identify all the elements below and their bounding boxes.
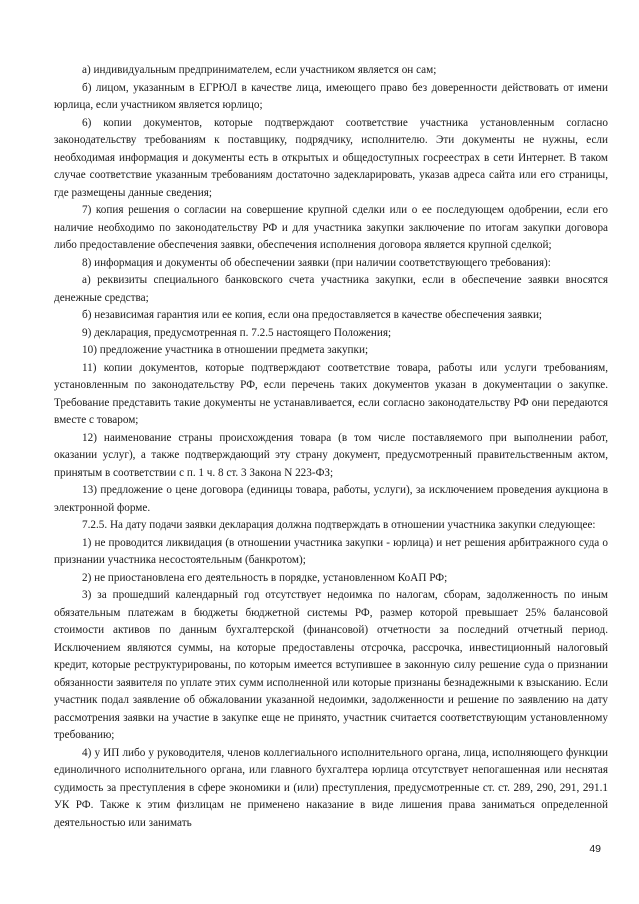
paragraph-7-major-deal: 7) копия решения о согласии на совершение крупной сделки или о ее последующем одобрении, если его наличие необходимо по законодательству РФ и для участника закупки заключение по итогам закупки договора либо предоставление обеспечения заявки, обеспечения исполнения договора является крупной сделкой;	[54, 204, 608, 251]
paragraph-a-entrepreneur: а) индивидуальным предпринимателем, если участником является он сам;	[82, 64, 437, 76]
paragraph-11-conformity-docs: 11) копии документов, которые подтверждают соответствие товара, работы или услуги требованиям, установленным по законодательству РФ, если перечень таких документов указан в документации о закупке. Требование представить такие документы не устанавливается, если согласно законодательству РФ они передаются вместе с товаром;	[54, 361, 608, 426]
paragraph-6-document-copies: 6) копии документов, которые подтверждают соответствие участника установленным согласно законодательству требованиям к поставщику, подрядчику, исполнителю. Эти документы не нужны, если необходимая информация и документы есть в открытых и общедоступных госреестрах в сети Интернет. В таком случае соответствие указанным требованиям достаточно задекларировать, указав адреса сайта или его страницы, где размещены данные сведения;	[54, 116, 608, 199]
paragraph-4-no-criminal-record: 4) у ИП либо у руководителя, членов коллегиального исполнительного органа, лица, исполняющего функции единоличного исполнительного органа, или главного бухгалтера юрлица отсутствует непогашенная или неснятая судимость за преступления в сфере экономики и (или) преступления, предусмотренные ст. ст. 289, 290, 291, 291.1 УК РФ. Также к этим физлицам не применено наказание в виде лишения права заниматься определенной деятельностью или занимать	[54, 746, 608, 829]
paragraph-10-offer: 10) предложение участника в отношении предмета закупки;	[82, 344, 369, 356]
paragraph-b-egrul-person: б) лицом, указанным в ЕГРЮЛ в качестве лица, имеющего право без доверенности действовать от имени юрлица, если участником является юрлицо;	[54, 81, 608, 111]
paragraph-3-no-arrears: 3) за прошедший календарный год отсутствует недоимка по налогам, сборам, задолженность по иным обязательным платежам в бюджеты бюджетной системы РФ, размер которой превышает 25% балансовой стоимости активов по данным бухгалтерской (финансовой) отчетности за последний отчетный период. Исключением являются суммы, на которые предоставлены отсрочка, рассрочка, инвестиционный налоговый кредит, которые реструктурированы, по которым имеется вступившее в законную силу решение суда о признании обязанности заявителя по уплате этих сумм исполненной или которые признаны безнадежными к взысканию. Если участник подал заявление об обжаловании указанной недоимки, задолженности и решение по заявлению на дату рассмотрения заявки на участие в закупке еще не принято, участник считается соответствующим установленному требованию;	[54, 589, 608, 741]
paragraph-9-declaration: 9) декларация, предусмотренная п. 7.2.5 настоящего Положения;	[82, 326, 392, 339]
paragraph-2-not-suspended: 2) не приостановлена его деятельность в порядке, установленном КоАП РФ;	[82, 571, 448, 584]
document-body	[54, 62, 608, 832]
paragraph-b-guarantee: б) независимая гарантия или ее копия, если она предоставляется в качестве обеспечения заявки;	[82, 309, 543, 321]
paragraph-7-2-5-declaration: 7.2.5. На дату подачи заявки декларация должна подтверждать в отношении участника закупки следующее:	[82, 519, 596, 531]
page-number: 49	[589, 843, 601, 855]
paragraph-a-bank-account: а) реквизиты специального банковского счета участника закупки, если в обеспечение заявки вносятся денежные средства;	[54, 274, 608, 304]
paragraph-12-country-of-origin: 12) наименование страны происхождения товара (в том числе поставляемого при выполнении работ, оказании услуг), а также подтверждающий эту страну документ, предусмотренный правительственным актом, принятым в соответствии с п. 1 ч. 8 ст. 3 Закона N 223-ФЗ;	[54, 431, 608, 479]
paragraph-13-price-offer: 13) предложение о цене договора (единицы товара, работы, услуги), за исключением проведения аукциона в электронной форме.	[54, 484, 608, 514]
paragraph-8-bid-security: 8) информация и документы об обеспечении заявки (при наличии соответствующего требования):	[82, 256, 551, 269]
paragraph-1-no-liquidation: 1) не проводится ликвидация (в отношении участника закупки - юрлица) и нет решения арбитражного суда о признании участника несостоятельным (банкротом);	[54, 536, 608, 566]
